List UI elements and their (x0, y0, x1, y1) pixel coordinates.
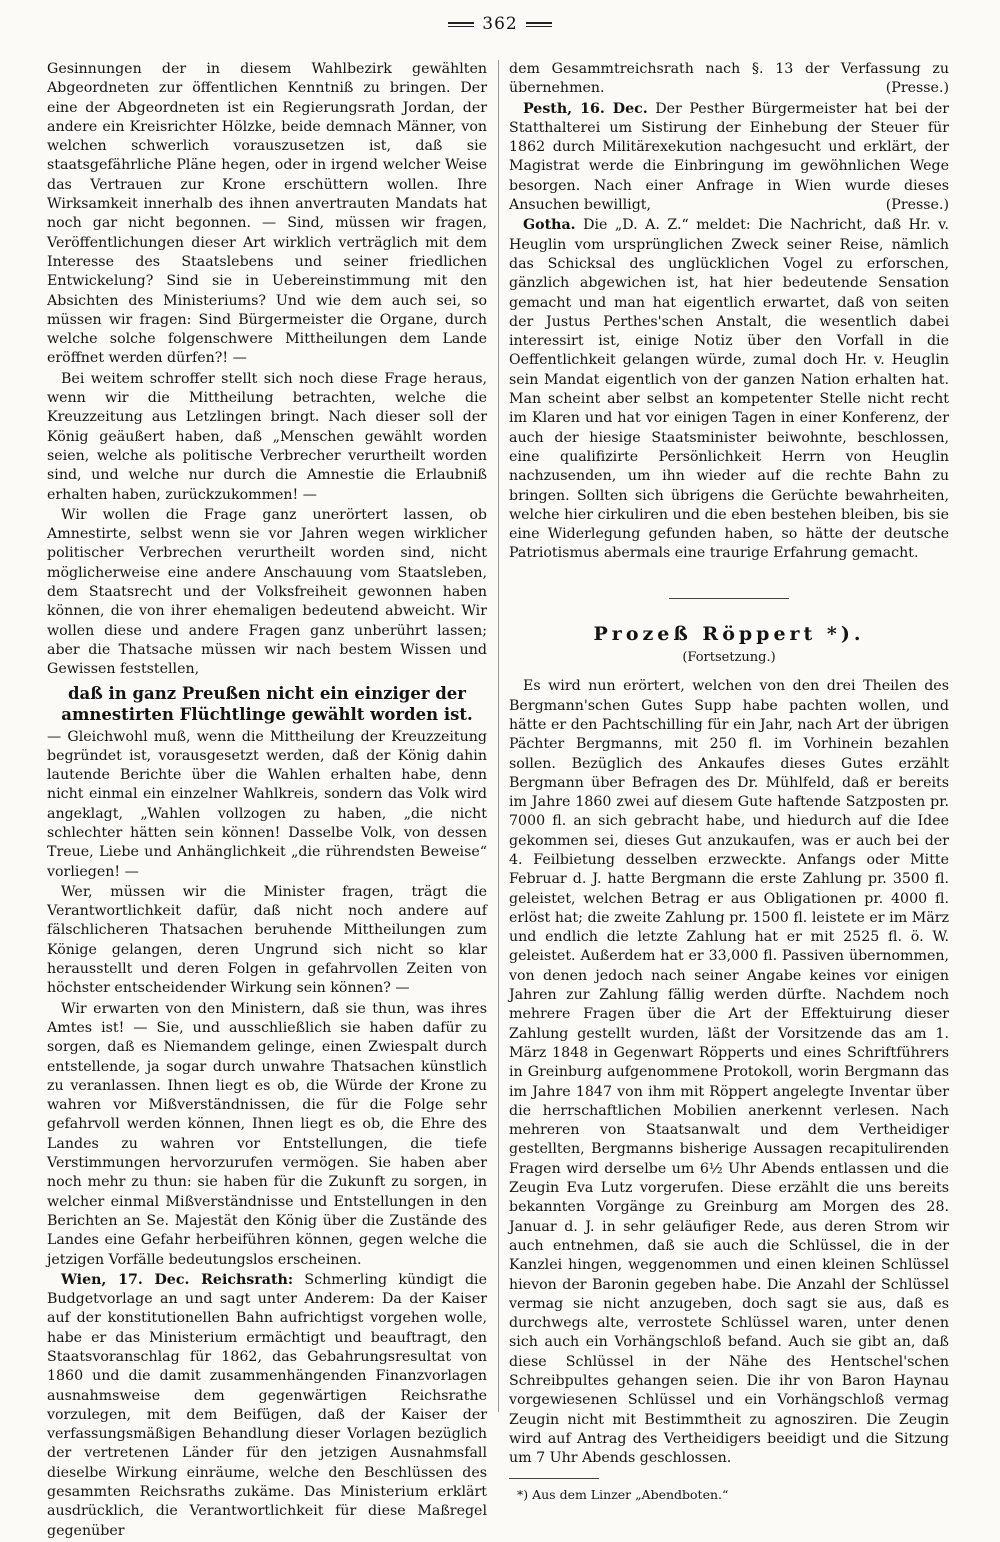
paragraph-amnesty-before: Wir wollen die Frage ganz unerörtert lassen, ob Amnestirte, selbst wenn sie vor Jahren wegen wirklicher politischer Verbrechen verurtheilt worden sind, nicht möglicherweise eine andere Anschauung vom Staatsleben, dem Staatsrecht und der Volksfreiheit gewonnen haben können, die von ihrer ehemaligen bedeutend abweicht. Wir wollen diese und andere Fragen ganz unberührt lassen; aber die Thatsache müssen wir nach bestem Wissen und Gewissen feststellen, (47, 506, 487, 678)
column-rule (498, 60, 499, 1412)
ornamental-dash-right (526, 22, 552, 27)
page-number-text: 362 (482, 14, 518, 34)
attribution-presse-2: (Presse.) (885, 197, 949, 214)
article-continuation-note: (Fortsetzung.) (682, 650, 776, 666)
article-title: Prozeß Röppert *). (593, 622, 865, 645)
paragraph-kreuzzeitung: Bei weitem schroffer stellt sich noch diese Frage heraus, wenn wir die Mittheilung betrachten, welche die Kreuzzeitung aus Letzlingen bringt. Nach dieser soll der König geäußert haben, daß „Menschen gewählt worden seien, welche als politische Verbrecher verurtheilt worden sind, und welche nur durch die Amnestie die Erlaubniß erhalten haben, zurückzukommen! — (47, 370, 487, 503)
paragraph-ministers-responsibility: Wer, müssen wir die Minister fragen, trägt die Verantwortlichkeit dafür, daß nicht noch andere auf fälschlicheren Thatsachen beruhende Mittheilungen zum Könige gelangen, deren Ungrund sich nicht so klar herausstellt und deren Folgen in gefahrvollen Zeiten von höchster entscheidender Wirkung sein können? — (47, 883, 487, 997)
paragraph-pesth (509, 100, 949, 216)
paragraph-reichsrath-continuation (509, 60, 949, 99)
dateline-gotha: Gotha. (523, 217, 576, 234)
paragraph-ministers-duty: Wir erwarten von den Ministern, daß sie thun, was ihres Amtes ist! — Sie, und ausschließlich sie haben dafür zu sorgen, daß es Niemandem gelinge, einen Zwiespalt durch entstellende, ja sogar durch unwahre Thatsachen künstlich zu veranlassen. Ihnen liegt es ob, die Würde der Krone zu wahren vor Mißverständnissen, die für die Folge sehr gefahrvoll werden können, Ihnen liegt es ob, die Ehre des Landes zu wahren vor Entstellungen, die tiefe Verstimmungen hervorzurufen vermögen. Sie haben aber noch mehr zu thun: sie haben für die Zukunft zu sorgen, in welcher einmal Mißverständnisse und Entstellungen in den Berichten an Se. Majestät den König über die Zustände des Landes eine Gefahr herbeiführen können, gegen welche die jetzigen Vorfälle bedeutungslos erscheinen. (47, 1000, 487, 1268)
text-wien-reichsrath: Schmerling kündigt die Budgetvorlage an und sagt unter Anderem: Da der Kaiser auf der konstitutionellen Bahn aufrichtigst vorgehen wolle, habe er das Ministerium ermächtigt und beauftragt, den Staatsvoranschlag für 1862, das Gebahrungsresultat von 1860 und die damit zusammenhängenden Finanzvorlagen ausnahmsweise dem gegenwärtigen Reichsrathe vorzulegen, mit dem Beifügen, daß der Kaiser der verfassungsmäßigen Behandlung dieser Vorlagen bezüglich der vertretenen Länder für den jetzigen Ausnahmsfall dieselbe Wirkung einräume, welche den Beschlüssen des gesammten Reichsraths zukäme. Das Ministerium erklärt ausdrücklich, die Verantwortlichkeit für diese Maßregel gegenüber (47, 1271, 487, 1539)
paragraph-amnesty-after: — Gleichwohl muß, wenn die Mittheilung der Kreuzzeitung begründet ist, vorausgesetzt werden, daß der König dahin lautende Berichte über die Wahlen erhalten habe, denn nicht einmal ein einzelner Wahlkreis, sondern das Volk wird angeklagt, „Wahlen vollzogen zu haben, „die nicht schlechter hätten sein können! Dasselbe Volk, von dessen Treue, Liebe und Anhänglichkeit „die rührendsten Beweise“ vorliegen! — (47, 728, 487, 880)
right-column (509, 60, 949, 1506)
paragraph-gotha (509, 216, 949, 563)
dateline-wien: Wien, 17. Dec. Reichsrath: (61, 1271, 294, 1288)
text-gotha: Die „D. A. Z.“ meldet: Die Nachricht, daß Hr. v. Heuglin vom ursprünglichen Zweck seiner Reise, nämlich das Schicksal des unglücklichen Vogel zu erforschen, gänzlich abgewichen ist, hat hier bedeutende Sensation gemacht und man hat eigentlich erwartet, daß von seiten der Justus Perthes'schen Anstalt, die wesentlich dabei interessirt ist, einige Notiz über den Vorfall in die Oeffentlichkeit gelangen würde, zumal doch Hr. v. Heuglin sein Mandat eigentlich von der ganzen Nation erhalten hat. Man scheint aber selbst an kompetenter Stelle nicht recht im Klaren und hat vor einigen Tagen in einer Konferenz, der auch der hiesige Staatsminister beiwohnte, beschlossen, eine qualifizirte Persönlichkeit Herrn von Heuglin nachzusenden, um ihn wieder auf die rechte Bahn zu bringen. Sollten sich übrigens die Gerüchte bewahrheiten, welche hier cirkuliren und die eben bestehen bleiben, bis sie eine Widerlegung gefunden haben, so hätte der deutsche Patriotismus abermals eine traurige Erfahrung gemacht. (509, 217, 949, 562)
text-reichsrath-continuation: dem Gesammtreichsrath nach §. 13 der Verfassung zu übernehmen. (509, 61, 949, 97)
section-divider (669, 598, 789, 599)
text-pesth: Der Pesther Bürgermeister hat bei der Statthalterei um Sistirung der Einhebung der Steuer für 1862 durch Militärexekution nachgesucht und erklärt, der Magistrat werde die Einbringung im gewöhnlichen Wege besorgen. Nach einer Anfrage in Wien wurde dieses Ansuchen bewilligt, (509, 100, 950, 214)
footnote: *) Aus dem Linzer „Abendboten.“ (517, 1487, 729, 1503)
footnote-rule (509, 1478, 599, 1479)
page-number (0, 14, 1000, 34)
paragraph-prozess-roeppert: Es wird nun erörtert, welchen von den drei Theilen des Bergmann'schen Gutes Supp habe pachten wollen, und hätte er den Pachtschilling für ein Jahr, nach Art der übrigen Pächter Bergmanns, mit 250 fl. im Vorhinein bezahlen sollen. Bezüglich des Ankaufes dieses Gutes erzählt Bergmann über Befragen des Dr. Mühlfeld, daß er bereits im Jahre 1860 zwei auf diesem Gute haftende Satzposten pr. 7000 fl. an sich gebracht habe, und hiedurch auf die Idee gekommen sei, dieses Gut anzukaufen, was er auch bei der 4. Feilbietung desselben erzweckte. Anfangs oder Mitte Februar d. J. hatte Bergmann die erste Zahlung pr. 3500 fl. geleistet, welchen Betrag er aus Obligationen pr. 4000 fl. erlöst hat; die zweite Zahlung pr. 1500 fl. leistete er im März und endlich die letzte Zahlung hat er mit 2525 fl. ö. W. geleistet. Außerdem hat er 33,000 fl. Passiven übernommen, von denen jedoch nach seiner Angabe keines vor einigen Jahren zur Zahlung fällig werden dürfte. Nachdem noch mehrere Fragen über die Art der Effektuirung dieser Zahlung gestellt wurden, läßt der Vorsitzende das am 1. März 1848 in Gegenwart Röpperts und eines Schriftführers in Greinburg aufgenommene Protokoll, worin Bergmann das im Jahre 1847 von ihm mit Röppert angelegte Inventar über die herrschaftlichen Mobilien anerkennt verlesen. Nach mehreren von Staatsanwalt und dem Vertheidiger gestellten, Bergmanns bisherige Aussagen recapitulirenden Fragen wird derselbe um 6½ Uhr Abends entlassen und die Zeugin Eva Lutz vorgerufen. Diese erzählt die uns bereits bekannten Vorgänge zu Greinburg am Morgen des 28. Januar d. J. in sehr geläufiger Rede, aus deren Strom wir auch entnehmen, daß sie auch die Schlüssel, die in der Kanzlei hingen, weggenommen und einen kleinen Schlüssel hievon der Baronin gegeben habe. Die Anzahl der Schlüssel vermag sie nicht anzugeben, doch sagt sie aus, daß es durchwegs alte, verrostete Schlüssel waren, unter denen sich auch ein Vorhängschloß befand. Auch sie gibt an, daß diese Schlüssel in der Nähe des Hentschel'schen Schreibpultes gehangen seien. Die ihr von Baron Haynau vorgewiesenen Schlüssel und ein Vorhängschloß vermag Zeugin nicht mit Bestimmtheit zu agnosziren. Die Zeugin wird auf Antrag des Vertheidigers beeidigt und die Sitzung um 7 Uhr Abends geschlossen. (509, 678, 949, 1467)
paragraph-wien-reichsrath (47, 1271, 487, 1541)
paragraph-amnesty-emphasis: daß in ganz Preußen nicht ein einziger der amnestirten Flüchtlinge gewählt worden ist. (61, 683, 473, 724)
left-column (47, 60, 487, 1542)
dateline-pesth: Pesth, 16. Dec. (523, 100, 648, 117)
paragraph-elections-continuation: Gesinnungen der in diesem Wahlbezirk gewählten Abgeordneten zur öffentlichen Kenntniß zu bringen. Der eine der Abgeordneten ist ein Regierungsrath Jordan, der andere ein Kreisrichter Hölzke, beide demnach Männer, von welchen schwerlich vorauszusetzen ist, daß sie staatsgefährliche Pläne hegen, oder in irgend welcher Weise das Vertrauen zur Krone erschüttern wollen. Ihre Wirksamkeit innerhalb des ihnen anvertrauten Mandats hat noch gar nicht begonnen. — Sind, müssen wir fragen, Veröffentlichungen dieser Art wirklich verträglich mit dem Interesse des Staatslebens und seiner friedlichen Entwickelung? Sind sie in Uebereinstimmung mit den Absichten des Ministeriums? Und wie dem auch sei, so müssen wir fragen: Sind Bürgermeister die Organe, durch welche solche folgenschwere Mittheilungen dem Lande eröffnet werden dürfen?! — (47, 61, 487, 367)
ornamental-dash-left (448, 22, 474, 27)
attribution-presse-1: (Presse.) (885, 80, 949, 97)
